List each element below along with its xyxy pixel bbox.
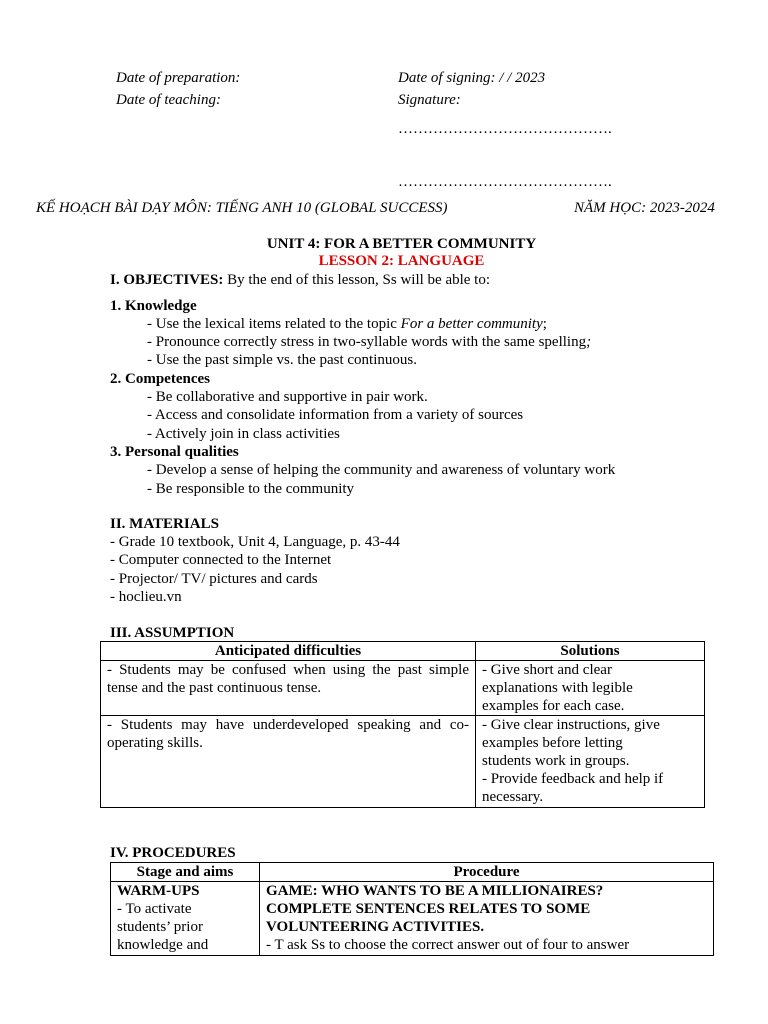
knowledge-item: - Use the lexical items related to the topic For a better community; [147, 316, 547, 332]
difficulty-cell: - Students may have underdeveloped speaking and co-operating skills. [101, 716, 476, 808]
col-header-solutions: Solutions [476, 642, 705, 661]
signature-dots-1: ……………………………………. [398, 121, 612, 137]
table-row [111, 882, 714, 956]
solution-cell: - Give clear instructions, give examples before letting students work in groups. - Provide feedback and help if necessary. [476, 716, 705, 808]
stage-title: WARM-UPS [117, 883, 200, 899]
solution-cell: - Give short and clear explanations with legible examples for each case. [476, 661, 705, 716]
plan-title: KẾ HOẠCH BÀI DẠY MÔN: TIẾNG ANH 10 (GLOBAL SUCCESS) [36, 200, 448, 216]
assumption-heading: III. ASSUMPTION [110, 625, 235, 641]
procedure-cell: GAME: WHO WANTS TO BE A MILLIONAIRES? COMPLETE SENTENCES RELATES TO SOME VOLUNTEERING ACTIVITIES. - T ask Ss to choose the correct answer out of four to answer [260, 882, 714, 956]
school-year: NĂM HỌC: 2023-2024 [574, 200, 715, 216]
material-item: - Computer connected to the Internet [110, 552, 332, 568]
table-row [101, 716, 705, 808]
col-header-stage: Stage and aims [111, 863, 260, 882]
date-of-teaching-label: Date of teaching: [116, 92, 221, 108]
quality-item: - Be responsible to the community [147, 481, 355, 497]
competence-item: - Actively join in class activities [147, 426, 340, 442]
date-of-preparation-label: Date of preparation: [116, 70, 241, 86]
quality-item: - Develop a sense of helping the community and awareness of voluntary work [147, 462, 616, 478]
procedures-table [110, 862, 714, 956]
table-row [101, 661, 705, 716]
objectives-intro: By the end of this lesson, Ss will be able to: [223, 272, 491, 288]
competence-item: - Be collaborative and supportive in pair work. [147, 389, 428, 405]
knowledge-heading: 1. Knowledge [110, 298, 197, 314]
materials-heading: II. MATERIALS [110, 516, 219, 532]
competence-item: - Access and consolidate information from a variety of sources [147, 407, 524, 423]
col-header-procedure: Procedure [260, 863, 714, 882]
difficulty-cell: - Students may be confused when using the past simple tense and the past continuous tense. [101, 661, 476, 716]
signature-dots-2: ……………………………………. [398, 174, 612, 190]
unit-title: UNIT 4: FOR A BETTER COMMUNITY [266, 236, 537, 252]
material-item: - Projector/ TV/ pictures and cards [110, 571, 318, 587]
qualities-heading: 3. Personal qualities [110, 444, 239, 460]
stage-cell: WARM-UPS - To activate students’ prior knowledge and [111, 882, 260, 956]
objectives-line [110, 271, 490, 289]
signature-label: Signature: [398, 92, 461, 108]
objectives-heading: I. OBJECTIVES: [110, 272, 224, 288]
competences-heading: 2. Competences [110, 371, 210, 387]
lesson-title: LESSON 2: LANGUAGE [318, 253, 485, 269]
material-item: - hoclieu.vn [110, 589, 182, 605]
procedures-heading: IV. PROCEDURES [110, 845, 236, 861]
material-item: - Grade 10 textbook, Unit 4, Language, p. 43-44 [110, 534, 400, 550]
date-of-signing-label: Date of signing: / / 2023 [398, 70, 546, 86]
knowledge-item: - Pronounce correctly stress in two-syllable words with the same spelling; [147, 334, 592, 350]
assumption-table [100, 641, 705, 808]
knowledge-item: - Use the past simple vs. the past continuous. [147, 352, 417, 368]
col-header-difficulties: Anticipated difficulties [101, 642, 476, 661]
